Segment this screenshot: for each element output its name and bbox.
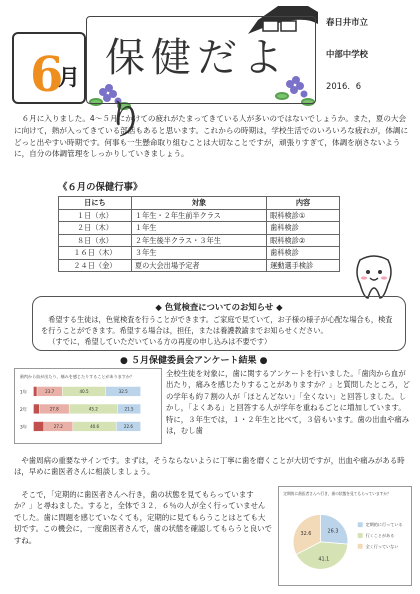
schedule-date: ８日（水） xyxy=(59,234,132,247)
schedule-header-content: 内容 xyxy=(267,197,340,210)
schedule-date: ２４日（金） xyxy=(59,259,132,272)
school-info xyxy=(308,10,412,106)
schedule-title: 《６月の保健行事》 xyxy=(58,182,143,193)
bar-segment xyxy=(33,404,39,414)
bar-segment xyxy=(33,387,37,397)
school-name: 中部中学校 xyxy=(326,49,368,59)
banner xyxy=(86,16,316,143)
bar-category-label: 1年 xyxy=(19,390,28,396)
schedule-target: １年生 xyxy=(131,222,266,235)
legend-swatch xyxy=(358,522,363,527)
banner-title: 保健だより xyxy=(105,35,289,143)
schedule-target: １年生・２年生前半クラス xyxy=(131,209,266,222)
table-row xyxy=(59,234,340,247)
bar-category-label: 2年 xyxy=(19,407,28,413)
bar-segment xyxy=(33,422,43,432)
legend-entry: 定期的に行っている xyxy=(365,522,403,528)
bar-value-label: 22.6 xyxy=(123,424,134,430)
legend-entry: 行くことがある xyxy=(365,532,395,538)
month-label: 月 xyxy=(58,66,81,91)
bar-value-label: 23.7 xyxy=(45,388,55,394)
schedule-content: 歯科検診 xyxy=(267,247,340,260)
city-name: 春日井市立 xyxy=(326,17,368,27)
intro-paragraph: ６月に入りました。4～５月にかけての疲れがたまってきている人が多いのではないでしょうか。また，夏の大会に向けて，熱が入ってきている部活もあると思います。これからの時期は，学校生活でのいろいろな疲れが，体調にどっと出やすい時期です。何事も一生懸命取り組むことは大切なことですが，頑張りすぎて，体調を崩さないように，自分の体調管理をしっかりしていきましょう。 xyxy=(14,114,409,159)
legend-entry: 全く行っていない xyxy=(365,543,399,549)
bar-value-label: 27.8 xyxy=(49,406,59,412)
legend-swatch xyxy=(358,544,363,549)
notice-note: （すでに，希望していただいている方の再度の申し込みは不要です） xyxy=(48,337,272,347)
schedule-date: １６日（木） xyxy=(59,247,132,260)
notice-title: ◆ 色覚検査についてのお知らせ ◆ xyxy=(155,302,283,312)
notice-line: 希望する生徒は，色覚検査を行うことができます。ご家庭で見ていて，お子様の様子が心配な場合も，検査を行うことができます。希望する場合は，担任，または養護教諭までお知らせください。 xyxy=(41,315,393,336)
table-row xyxy=(59,247,340,260)
schedule-content: 眼科検診① xyxy=(267,209,340,222)
intro xyxy=(14,113,410,160)
bar-value-label: 32.5 xyxy=(118,388,128,394)
pie-value-label: 26.3 xyxy=(327,528,339,535)
schedule-date: １日（水） xyxy=(59,209,132,222)
schedule-target: ３年生 xyxy=(131,247,266,260)
bar-value-label: 45.2 xyxy=(88,406,98,412)
bar-value-label: 40.6 xyxy=(90,424,100,430)
bar-value-label: 21.5 xyxy=(124,406,134,412)
schedule-date: ２日（木） xyxy=(59,222,132,235)
survey-title: ● ５月保健委員会アンケート結果 ● xyxy=(120,356,268,366)
schedule-table xyxy=(58,196,340,272)
schedule-content: 歯科検診 xyxy=(267,222,340,235)
schedule-target: 夏の大会出場予定者 xyxy=(131,259,266,272)
survey-text-2: や歯周病の重要なサインです。まずは，そうならないように丁寧に歯を磨くことが大切ですが，出血や痛みがある時は，早めに歯医者さんに相談しましょう。 xyxy=(14,456,405,477)
table-row xyxy=(59,209,340,222)
schedule-header-target: 対象 xyxy=(131,197,266,210)
month-box xyxy=(12,32,86,104)
bar-value-label: 27.2 xyxy=(53,424,63,430)
bar-category-label: 3年 xyxy=(19,425,28,431)
dentist-pie-chart xyxy=(278,486,412,586)
month-number: 6 xyxy=(30,47,64,103)
schedule-header-date: 日にち xyxy=(59,197,132,210)
bar-value-label: 40.5 xyxy=(79,388,89,394)
pie-value-label: 32.6 xyxy=(300,530,312,537)
schedule-target: ２年生後半クラス・３年生 xyxy=(131,234,266,247)
pie-chart-title: 定期的に歯医者さんへ行き，歯の状態を見てもらっていますか？ xyxy=(283,491,391,496)
survey-advice: そこで，「定期的に歯医者さんへ行き，歯の状態を見てもらっていますか？」と尋ねました。すると，全体で３２．６％の人が全く行っていませんでした。歯に問題を感じていなくても，定期的に見てもらうことはとても大切です。この機会に，一度歯医者さんで，歯の状態を確認してもらうと良いですね。 xyxy=(14,490,272,545)
legend-swatch xyxy=(358,533,363,538)
schedule-content: 運動選手検診 xyxy=(267,259,340,272)
bleeding-bar-chart xyxy=(14,368,162,444)
pie-value-label: 41.1 xyxy=(318,556,330,563)
survey-text: 全校生徒を対象に，歯に関するアンケートを行いました。「歯肉から血が出たり，痛みを感じたりすることがありますか？」と質問したところ，どの学年も約７割の人が「ほとんどない」「全くない」と回答しました。しかし，「よくある」と回答する人が学年を重ねるごとに増加しています。特に，３年生では，１・２年生と比べて，３倍もいます。歯の出血や痛みは，むし歯 xyxy=(166,369,410,436)
bar-chart-title: 歯肉から血が出たり，痛みを感じたりすることがありますか？ xyxy=(19,373,135,379)
schedule-content: 眼科検診② xyxy=(267,234,340,247)
issue-date: 2016．6 xyxy=(326,81,362,91)
table-row xyxy=(59,222,340,235)
notice-box xyxy=(32,296,406,351)
table-row xyxy=(59,259,340,272)
